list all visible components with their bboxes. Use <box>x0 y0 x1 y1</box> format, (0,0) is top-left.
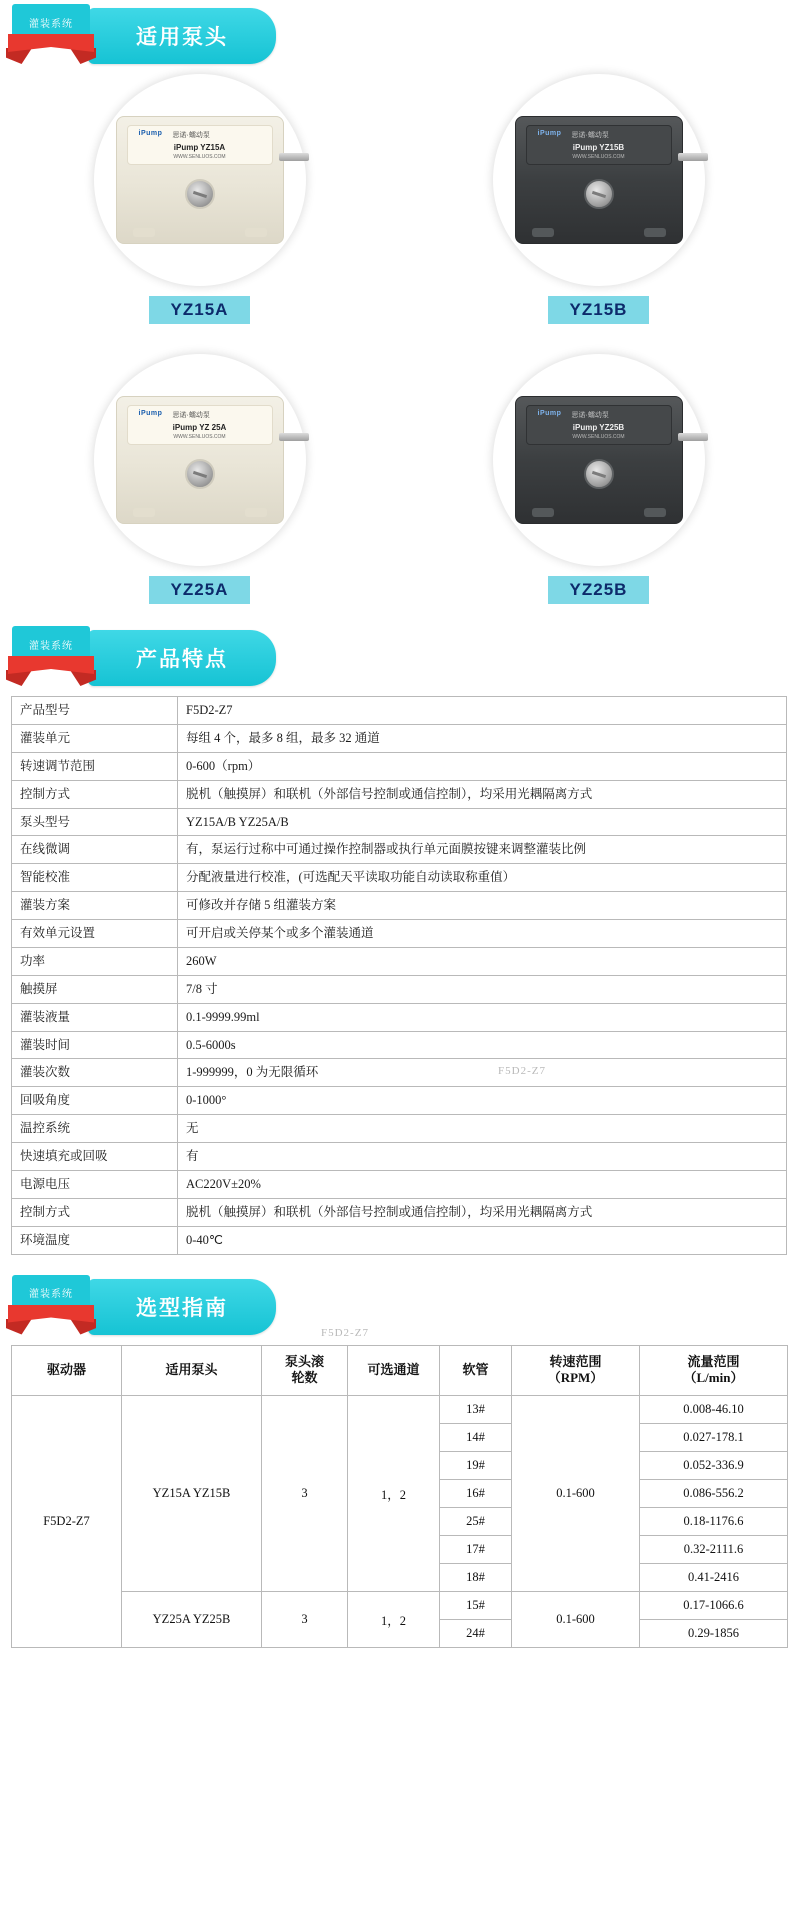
pump-brand-cn: 思诺·蠕动泵 <box>172 132 210 139</box>
selection-rollers: 3 <box>262 1592 348 1648</box>
pump-photo-frame <box>493 354 705 566</box>
spec-row <box>12 1115 787 1143</box>
selection-tube: 14# <box>440 1424 512 1452</box>
ribbon-badge <box>12 1275 90 1341</box>
pump-shaft <box>279 433 309 441</box>
ribbon-label: 灌装系统 <box>29 18 73 30</box>
ribbon-badge <box>12 4 90 70</box>
spec-row <box>12 975 787 1003</box>
pump-row <box>0 354 798 604</box>
spec-key: 回吸角度 <box>12 1087 178 1115</box>
spec-row <box>12 1198 787 1226</box>
spec-key: 灌装时间 <box>12 1031 178 1059</box>
spec-key: 灌装单元 <box>12 724 178 752</box>
spec-value: 0.5-6000s <box>178 1031 787 1059</box>
selection-channels: 1，2 <box>348 1396 440 1592</box>
spec-row <box>12 1003 787 1031</box>
selection-tube: 19# <box>440 1452 512 1480</box>
selection-flow-range: 0.41-2416 <box>640 1564 788 1592</box>
pump-photo-frame <box>94 354 306 566</box>
pump-brand: iPump <box>537 130 562 137</box>
spec-row <box>12 780 787 808</box>
selection-flow-range: 0.18-1176.6 <box>640 1508 788 1536</box>
watermark-spec: F5D2-Z7 <box>498 1065 546 1078</box>
pump-cell <box>0 354 399 604</box>
ribbon-badge <box>12 626 90 692</box>
pump-label: YZ15A <box>149 296 251 324</box>
spec-row <box>12 1143 787 1171</box>
spec-row <box>12 1087 787 1115</box>
spec-key: 功率 <box>12 947 178 975</box>
pump-cell <box>0 74 399 324</box>
spec-value: 可修改并存储 5 组灌装方案 <box>178 892 787 920</box>
spec-value: F5D2-Z7 <box>178 697 787 725</box>
spec-value: 每组 4 个，最多 8 组，最多 32 通道 <box>178 724 787 752</box>
spec-value: 分配液量进行校准，(可选配天平读取功能自动读取称重值） <box>178 864 787 892</box>
pump-rotor-icon <box>185 459 215 489</box>
pump-label: YZ25A <box>149 576 251 604</box>
selection-tube: 13# <box>440 1396 512 1424</box>
selection-guide-table <box>11 1345 788 1649</box>
pump-foot-left <box>532 228 554 237</box>
ribbon-tail <box>8 34 94 52</box>
pump-image-yz15a <box>116 116 284 244</box>
pump-model-text: iPump YZ15B <box>572 143 625 152</box>
pump-label: YZ15B <box>548 296 650 324</box>
pump-model-text: iPump YZ 25A <box>172 423 227 432</box>
spec-value: 脱机（触摸屏）和联机（外部信号控制或通信控制），均采用光耦隔离方式 <box>178 1198 787 1226</box>
spec-row <box>12 864 787 892</box>
selection-tube: 24# <box>440 1620 512 1648</box>
spec-value: 0-1000° <box>178 1087 787 1115</box>
spec-value: 0.1-9999.99ml <box>178 1003 787 1031</box>
pump-image-yz25b <box>515 396 683 524</box>
selection-tube: 15# <box>440 1592 512 1620</box>
pump-brand-cn: 思诺·蠕动泵 <box>172 412 210 419</box>
pump-model-text: iPump YZ15A <box>173 143 226 152</box>
spec-row <box>12 920 787 948</box>
ribbon-tail <box>8 1305 94 1323</box>
selection-flow-range: 0.008-46.10 <box>640 1396 788 1424</box>
pump-photo-frame <box>94 74 306 286</box>
spec-value: 无 <box>178 1115 787 1143</box>
selection-flow-range: 0.086-556.2 <box>640 1480 788 1508</box>
pump-rotor-icon <box>185 179 215 209</box>
section-title: 适用泵头 <box>136 26 228 49</box>
spec-value: AC220V±20% <box>178 1170 787 1198</box>
pump-photo-frame <box>493 74 705 286</box>
specification-table <box>11 696 787 1255</box>
pump-brand: iPump <box>138 130 163 137</box>
pump-site-text: WWW.SENLUOS.COM <box>572 434 625 440</box>
pump-model-text: iPump YZ25B <box>572 423 625 432</box>
ribbon-label: 灌装系统 <box>29 640 73 652</box>
selection-col-header: 驱动器 <box>12 1345 122 1396</box>
watermark-selection: F5D2-Z7 <box>321 1326 369 1339</box>
spec-key: 电源电压 <box>12 1170 178 1198</box>
spec-key: 智能校准 <box>12 864 178 892</box>
spec-key: 灌装次数 <box>12 1059 178 1087</box>
section-title-banner <box>88 8 276 64</box>
section-header-pumps <box>0 0 798 74</box>
spec-key: 控制方式 <box>12 1198 178 1226</box>
spec-row <box>12 697 787 725</box>
spec-row <box>12 1226 787 1254</box>
selection-speed-range: 0.1-600 <box>512 1592 640 1648</box>
pump-brand-cn: 思诺·蠕动泵 <box>571 132 609 139</box>
selection-row <box>12 1592 788 1620</box>
spec-key: 转速调节范围 <box>12 752 178 780</box>
pump-site-text: WWW.SENLUOS.COM <box>173 434 226 440</box>
selection-table-wrap <box>11 1326 787 1649</box>
pump-row <box>0 74 798 324</box>
section-header-features <box>0 622 798 696</box>
pump-gallery <box>0 74 798 604</box>
spec-row <box>12 1059 787 1087</box>
selection-col-header: 软管 <box>440 1345 512 1396</box>
selection-col-header: 适用泵头 <box>122 1345 262 1396</box>
section-title-banner <box>88 1279 276 1335</box>
spec-key: 有效单元设置 <box>12 920 178 948</box>
pump-rotor-icon <box>584 459 614 489</box>
pump-foot-right <box>644 228 666 237</box>
pump-foot-left <box>133 228 155 237</box>
selection-tube: 18# <box>440 1564 512 1592</box>
pump-foot-right <box>245 508 267 517</box>
selection-flow-range: 0.17-1066.6 <box>640 1592 788 1620</box>
section-title: 产品特点 <box>136 648 228 671</box>
spec-value: 1-999999，0 为无限循环 F5D2-Z7 <box>178 1059 787 1087</box>
spec-row <box>12 892 787 920</box>
selection-tube: 25# <box>440 1508 512 1536</box>
section-title: 选型指南 <box>136 1296 228 1320</box>
pump-foot-right <box>245 228 267 237</box>
spec-key: 快速填充或回吸 <box>12 1143 178 1171</box>
spec-value: 有 <box>178 1143 787 1171</box>
selection-rollers: 3 <box>262 1396 348 1592</box>
pump-foot-left <box>133 508 155 517</box>
selection-flow-range: 0.052-336.9 <box>640 1452 788 1480</box>
pump-shaft <box>678 433 708 441</box>
spec-row <box>12 836 787 864</box>
spec-key: 泵头型号 <box>12 808 178 836</box>
selection-col-header: 可选通道 <box>348 1345 440 1396</box>
spec-key: 产品型号 <box>12 697 178 725</box>
pump-brand: iPump <box>537 410 562 417</box>
selection-tube: 16# <box>440 1480 512 1508</box>
spec-row <box>12 752 787 780</box>
selection-header-row <box>12 1345 788 1396</box>
selection-row <box>12 1396 788 1424</box>
selection-channels: 1，2 <box>348 1592 440 1648</box>
spec-key: 在线微调 <box>12 836 178 864</box>
spec-key: 灌装液量 <box>12 1003 178 1031</box>
spec-value: 7/8 寸 <box>178 975 787 1003</box>
section-title-banner <box>88 630 276 686</box>
pump-image-yz25a <box>116 396 284 524</box>
spec-value: 脱机（触摸屏）和联机（外部信号控制或通信控制），均采用光耦隔离方式 <box>178 780 787 808</box>
pump-site-text: WWW.SENLUOS.COM <box>173 154 226 160</box>
pump-brand-cn: 思诺·蠕动泵 <box>571 412 609 419</box>
pump-site-text: WWW.SENLUOS.COM <box>572 154 625 160</box>
ribbon-tail <box>8 656 94 674</box>
selection-pumphead: YZ25A YZ25B <box>122 1592 262 1648</box>
selection-flow-range: 0.29-1856 <box>640 1620 788 1648</box>
selection-tube: 17# <box>440 1536 512 1564</box>
selection-flow-range: 0.32-2111.6 <box>640 1536 788 1564</box>
selection-col-header: 转速范围 （RPM） <box>512 1345 640 1396</box>
selection-flow-range: 0.027-178.1 <box>640 1424 788 1452</box>
spec-key: 环境温度 <box>12 1226 178 1254</box>
spec-row <box>12 1031 787 1059</box>
spec-value: 可开启或关停某个或多个灌装通道 <box>178 920 787 948</box>
pump-rotor-icon <box>584 179 614 209</box>
spec-row <box>12 724 787 752</box>
spec-value: 260W <box>178 947 787 975</box>
ribbon-label: 灌装系统 <box>29 1289 73 1300</box>
spec-value: 0-600（rpm） <box>178 752 787 780</box>
selection-speed-range: 0.1-600 <box>512 1396 640 1592</box>
pump-label: YZ25B <box>548 576 650 604</box>
pump-foot-left <box>532 508 554 517</box>
selection-driver: F5D2-Z7 <box>12 1396 122 1648</box>
pump-foot-right <box>644 508 666 517</box>
spec-key: 控制方式 <box>12 780 178 808</box>
pump-shaft <box>279 153 309 161</box>
pump-brand: iPump <box>138 410 163 417</box>
spec-key: 温控系统 <box>12 1115 178 1143</box>
spec-value: 有，泵运行过称中可通过操作控制器或执行单元面膜按键来调整灌装比例 <box>178 836 787 864</box>
spec-value: 0-40℃ <box>178 1226 787 1254</box>
spec-key: 触摸屏 <box>12 975 178 1003</box>
spec-key: 灌装方案 <box>12 892 178 920</box>
pump-cell <box>399 74 798 324</box>
spec-row <box>12 1170 787 1198</box>
selection-col-header: 流量范围 （L/min） <box>640 1345 788 1396</box>
selection-pumphead: YZ15A YZ15B <box>122 1396 262 1592</box>
spec-row <box>12 808 787 836</box>
section-header-selection <box>0 1271 798 1345</box>
selection-col-header: 泵头滚 轮数 <box>262 1345 348 1396</box>
spec-row <box>12 947 787 975</box>
pump-cell <box>399 354 798 604</box>
pump-image-yz15b <box>515 116 683 244</box>
pump-shaft <box>678 153 708 161</box>
spec-value: YZ15A/B YZ25A/B <box>178 808 787 836</box>
